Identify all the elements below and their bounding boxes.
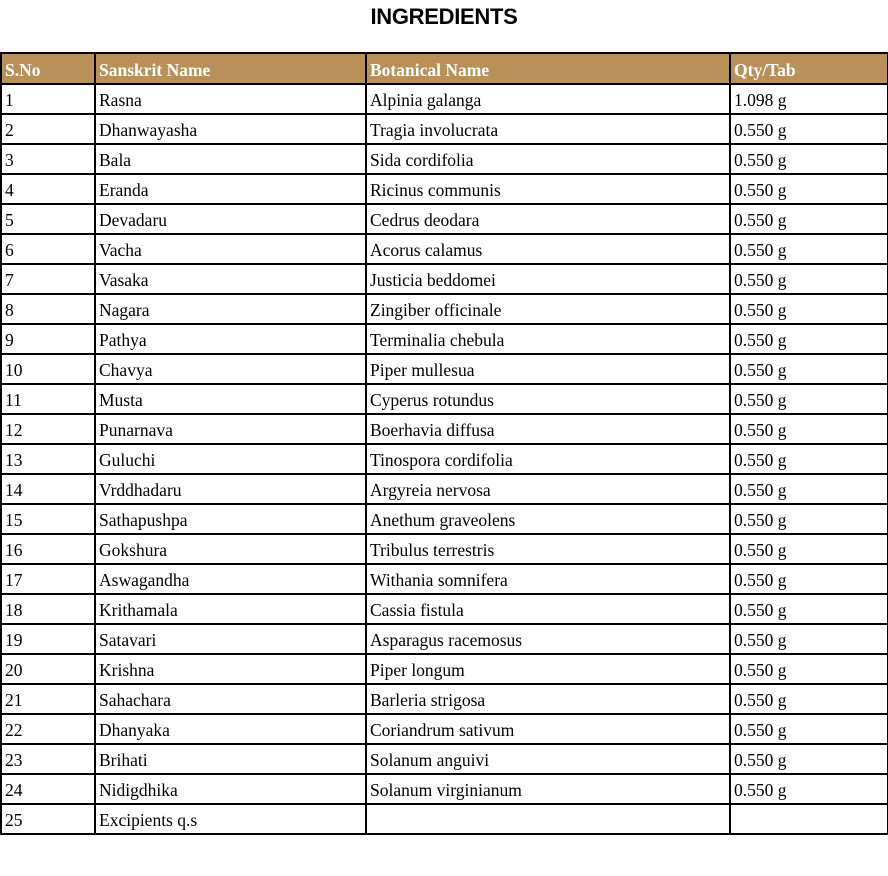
cell-botanical-name: Boerhavia diffusa [366, 414, 730, 444]
cell-sanskrit-name: Vacha [95, 234, 366, 264]
cell-sanskrit-name: Punarnava [95, 414, 366, 444]
cell-sanskrit-name: Satavari [95, 624, 366, 654]
cell-qty-tab: 0.550 g [730, 744, 888, 774]
cell-sanskrit-name: Pathya [95, 324, 366, 354]
ingredients-table [0, 52, 888, 835]
table-row [1, 174, 888, 204]
cell-botanical-name: Alpinia galanga [366, 84, 730, 114]
cell-botanical-name [366, 804, 730, 834]
table-row [1, 594, 888, 624]
cell-sno: 17 [1, 564, 95, 594]
cell-qty-tab: 0.550 g [730, 324, 888, 354]
cell-sanskrit-name: Brihati [95, 744, 366, 774]
table-body [1, 84, 888, 834]
cell-qty-tab: 0.550 g [730, 474, 888, 504]
table-row [1, 414, 888, 444]
table-row [1, 324, 888, 354]
cell-botanical-name: Anethum graveolens [366, 504, 730, 534]
table-row [1, 234, 888, 264]
table-row [1, 804, 888, 834]
cell-qty-tab: 0.550 g [730, 294, 888, 324]
table-row [1, 144, 888, 174]
cell-qty-tab: 0.550 g [730, 774, 888, 804]
cell-sno: 3 [1, 144, 95, 174]
page-title: INGREDIENTS [370, 4, 518, 29]
cell-sno: 8 [1, 294, 95, 324]
cell-qty-tab: 0.550 g [730, 234, 888, 264]
table-row [1, 474, 888, 504]
cell-sanskrit-name: Excipients q.s [95, 804, 366, 834]
cell-sanskrit-name: Guluchi [95, 444, 366, 474]
cell-sno: 15 [1, 504, 95, 534]
cell-botanical-name: Ricinus communis [366, 174, 730, 204]
cell-sanskrit-name: Krithamala [95, 594, 366, 624]
cell-sanskrit-name: Eranda [95, 174, 366, 204]
cell-sno: 13 [1, 444, 95, 474]
column-header-sno: S.No [1, 53, 95, 84]
table-row [1, 204, 888, 234]
cell-botanical-name: Argyreia nervosa [366, 474, 730, 504]
cell-sno: 1 [1, 84, 95, 114]
table-row [1, 384, 888, 414]
cell-qty-tab: 0.550 g [730, 174, 888, 204]
cell-sanskrit-name: Nagara [95, 294, 366, 324]
cell-botanical-name: Justicia beddomei [366, 264, 730, 294]
cell-botanical-name: Coriandrum sativum [366, 714, 730, 744]
table-row [1, 354, 888, 384]
cell-qty-tab: 0.550 g [730, 354, 888, 384]
cell-sno: 22 [1, 714, 95, 744]
table-row [1, 264, 888, 294]
cell-sno: 11 [1, 384, 95, 414]
cell-sno: 10 [1, 354, 95, 384]
cell-sno: 18 [1, 594, 95, 624]
cell-qty-tab: 0.550 g [730, 264, 888, 294]
cell-sanskrit-name: Musta [95, 384, 366, 414]
table-row [1, 564, 888, 594]
cell-botanical-name: Withania somnifera [366, 564, 730, 594]
cell-botanical-name: Solanum anguivi [366, 744, 730, 774]
cell-sno: 12 [1, 414, 95, 444]
cell-sno: 24 [1, 774, 95, 804]
table-row [1, 114, 888, 144]
table-header-row [1, 53, 888, 84]
table-row [1, 684, 888, 714]
cell-sanskrit-name: Gokshura [95, 534, 366, 564]
cell-sanskrit-name: Sathapushpa [95, 504, 366, 534]
cell-sanskrit-name: Vasaka [95, 264, 366, 294]
cell-qty-tab: 0.550 g [730, 444, 888, 474]
cell-sno: 4 [1, 174, 95, 204]
cell-botanical-name: Piper mullesua [366, 354, 730, 384]
cell-qty-tab: 0.550 g [730, 564, 888, 594]
cell-botanical-name: Sida cordifolia [366, 144, 730, 174]
cell-sno: 16 [1, 534, 95, 564]
cell-botanical-name: Barleria strigosa [366, 684, 730, 714]
cell-qty-tab: 1.098 g [730, 84, 888, 114]
cell-sno: 7 [1, 264, 95, 294]
cell-botanical-name: Cyperus rotundus [366, 384, 730, 414]
cell-botanical-name: Asparagus racemosus [366, 624, 730, 654]
cell-sno: 9 [1, 324, 95, 354]
cell-sno: 2 [1, 114, 95, 144]
cell-sno: 14 [1, 474, 95, 504]
cell-sno: 5 [1, 204, 95, 234]
table-row [1, 624, 888, 654]
cell-botanical-name: Tinospora cordifolia [366, 444, 730, 474]
cell-qty-tab: 0.550 g [730, 624, 888, 654]
table-row [1, 714, 888, 744]
table-row [1, 84, 888, 114]
cell-qty-tab: 0.550 g [730, 384, 888, 414]
cell-qty-tab: 0.550 g [730, 534, 888, 564]
cell-qty-tab: 0.550 g [730, 684, 888, 714]
cell-qty-tab [730, 804, 888, 834]
cell-sanskrit-name: Aswagandha [95, 564, 366, 594]
cell-qty-tab: 0.550 g [730, 654, 888, 684]
cell-qty-tab: 0.550 g [730, 504, 888, 534]
cell-sanskrit-name: Krishna [95, 654, 366, 684]
table-row [1, 774, 888, 804]
cell-botanical-name: Cassia fistula [366, 594, 730, 624]
cell-sanskrit-name: Sahachara [95, 684, 366, 714]
cell-qty-tab: 0.550 g [730, 144, 888, 174]
cell-sanskrit-name: Vrddhadaru [95, 474, 366, 504]
cell-sno: 23 [1, 744, 95, 774]
cell-qty-tab: 0.550 g [730, 714, 888, 744]
cell-sno: 19 [1, 624, 95, 654]
cell-botanical-name: Tribulus terrestris [366, 534, 730, 564]
column-header-qty-tab: Qty/Tab [730, 53, 888, 84]
cell-qty-tab: 0.550 g [730, 204, 888, 234]
table-row [1, 534, 888, 564]
cell-sno: 20 [1, 654, 95, 684]
cell-qty-tab: 0.550 g [730, 594, 888, 624]
table-row [1, 294, 888, 324]
cell-sno: 21 [1, 684, 95, 714]
cell-botanical-name: Tragia involucrata [366, 114, 730, 144]
cell-qty-tab: 0.550 g [730, 414, 888, 444]
cell-botanical-name: Solanum virginianum [366, 774, 730, 804]
cell-sanskrit-name: Bala [95, 144, 366, 174]
cell-sanskrit-name: Devadaru [95, 204, 366, 234]
cell-sanskrit-name: Rasna [95, 84, 366, 114]
cell-qty-tab: 0.550 g [730, 114, 888, 144]
cell-botanical-name: Terminalia chebula [366, 324, 730, 354]
cell-sno: 25 [1, 804, 95, 834]
column-header-sanskrit-name: Sanskrit Name [95, 53, 366, 84]
table-row [1, 444, 888, 474]
cell-sanskrit-name: Nidigdhika [95, 774, 366, 804]
table-row [1, 744, 888, 774]
table-row [1, 504, 888, 534]
cell-botanical-name: Zingiber officinale [366, 294, 730, 324]
cell-sanskrit-name: Dhanwayasha [95, 114, 366, 144]
cell-botanical-name: Acorus calamus [366, 234, 730, 264]
cell-botanical-name: Cedrus deodara [366, 204, 730, 234]
cell-botanical-name: Piper longum [366, 654, 730, 684]
column-header-botanical-name: Botanical Name [366, 53, 730, 84]
table-row [1, 654, 888, 684]
cell-sno: 6 [1, 234, 95, 264]
cell-sanskrit-name: Dhanyaka [95, 714, 366, 744]
cell-sanskrit-name: Chavya [95, 354, 366, 384]
